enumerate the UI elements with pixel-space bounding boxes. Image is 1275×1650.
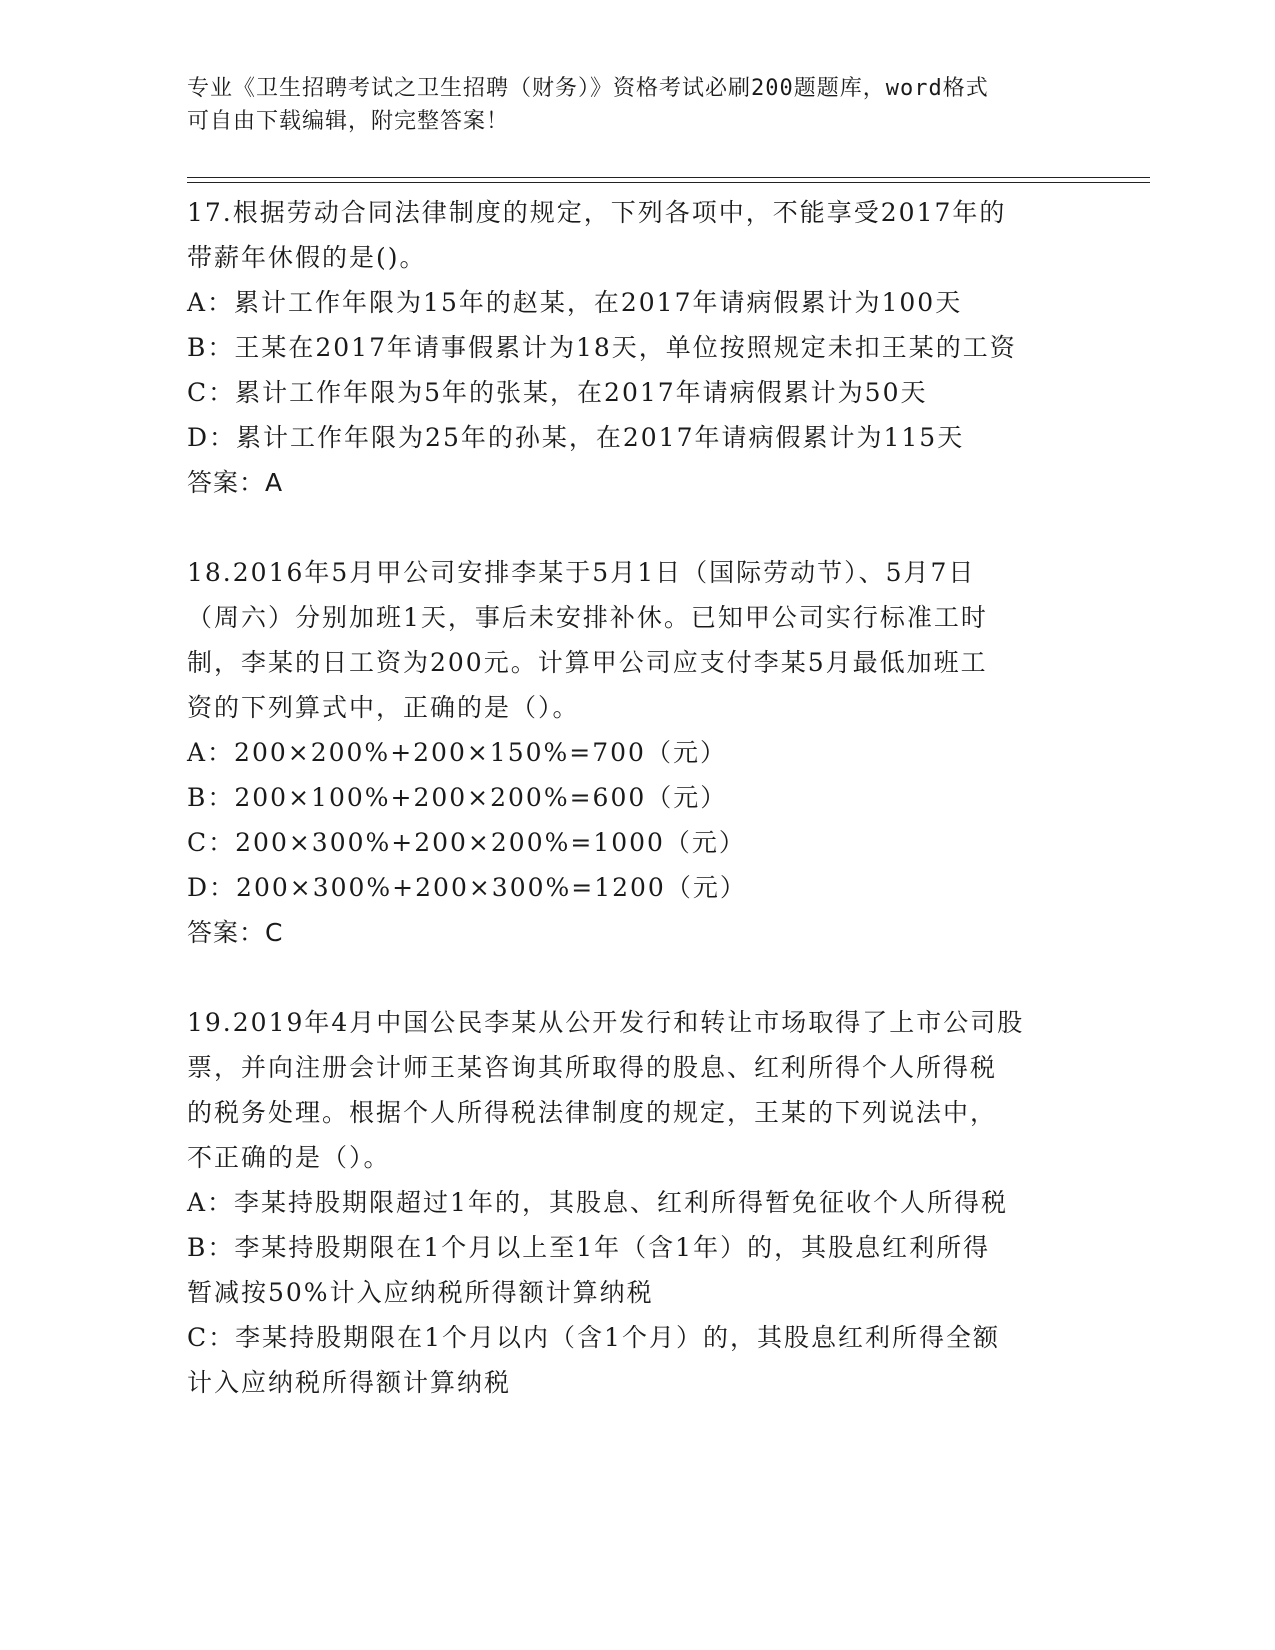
question-text-line: 带薪年休假的是()。: [187, 243, 427, 272]
header-line-2: 可自由下载编辑，附完整答案！: [187, 109, 510, 134]
option-b: B：李某持股期限在1个月以上至1年（含1年）的，其股息红利所得: [187, 1233, 991, 1262]
option-d: D：累计工作年限为25年的孙某，在2017年请病假累计为115天: [187, 423, 965, 452]
question-17: [187, 190, 1087, 505]
question-text-line: 19.2019年4月中国公民李某从公开发行和转让市场取得了上市公司股: [187, 1008, 1025, 1037]
option-c-continued: 计入应纳税所得额计算纳税: [187, 1368, 512, 1397]
option-c: C：李某持股期限在1个月以内（含1个月）的，其股息红利所得全额: [187, 1323, 1000, 1352]
question-text-line: 的税务处理。根据个人所得税法律制度的规定，王某的下列说法中，: [187, 1098, 998, 1127]
header-divider-top: [187, 177, 1150, 178]
document-header: [187, 72, 1067, 138]
answer-label: 答案：A: [187, 468, 284, 497]
question-list: [187, 190, 1087, 1405]
answer-label: 答案：C: [187, 918, 284, 947]
option-a: A：200×200%+200×150%=700（元）: [187, 738, 727, 767]
option-b: B：200×100%+200×200%=600（元）: [187, 783, 728, 812]
spacer: [187, 505, 1087, 550]
question-text-line: 17.根据劳动合同法律制度的规定，下列各项中，不能享受2017年的: [187, 198, 1007, 227]
header-line-1: 专业《卫生招聘考试之卫生招聘（财务）》资格考试必刷200题题库，word格式: [187, 76, 989, 101]
option-a: A：李某持股期限超过1年的，其股息、红利所得暂免征收个人所得税: [187, 1188, 1008, 1217]
question-text-line: 资的下列算式中，正确的是（）。: [187, 693, 580, 722]
option-c: C：200×300%+200×200%=1000（元）: [187, 828, 746, 857]
spacer: [187, 955, 1087, 1000]
question-text-line: 制，李某的日工资为200元。计算甲公司应支付李某5月最低加班工: [187, 648, 988, 677]
question-text-line: 不正确的是（）。: [187, 1143, 391, 1172]
question-18: [187, 550, 1087, 955]
option-b-continued: 暂减按50%计入应纳税所得额计算纳税: [187, 1278, 654, 1307]
question-text-line: 票，并向注册会计师王某咨询其所取得的股息、红利所得个人所得税: [187, 1053, 998, 1082]
question-text-line: 18.2016年5月甲公司安排李某于5月1日（国际劳动节）、5月7日: [187, 558, 976, 587]
option-a: A：累计工作年限为15年的赵某，在2017年请病假累计为100天: [187, 288, 963, 317]
option-b: B：王某在2017年请事假累计为18天，单位按照规定未扣王某的工资: [187, 333, 1017, 362]
option-d: D：200×300%+200×300%=1200（元）: [187, 873, 747, 902]
question-19: [187, 1000, 1087, 1405]
header-divider-bottom: [187, 182, 1150, 183]
option-c: C：累计工作年限为5年的张某，在2017年请病假累计为50天: [187, 378, 928, 407]
question-text-line: （周六）分别加班1天，事后未安排补休。已知甲公司实行标准工时: [187, 603, 988, 632]
